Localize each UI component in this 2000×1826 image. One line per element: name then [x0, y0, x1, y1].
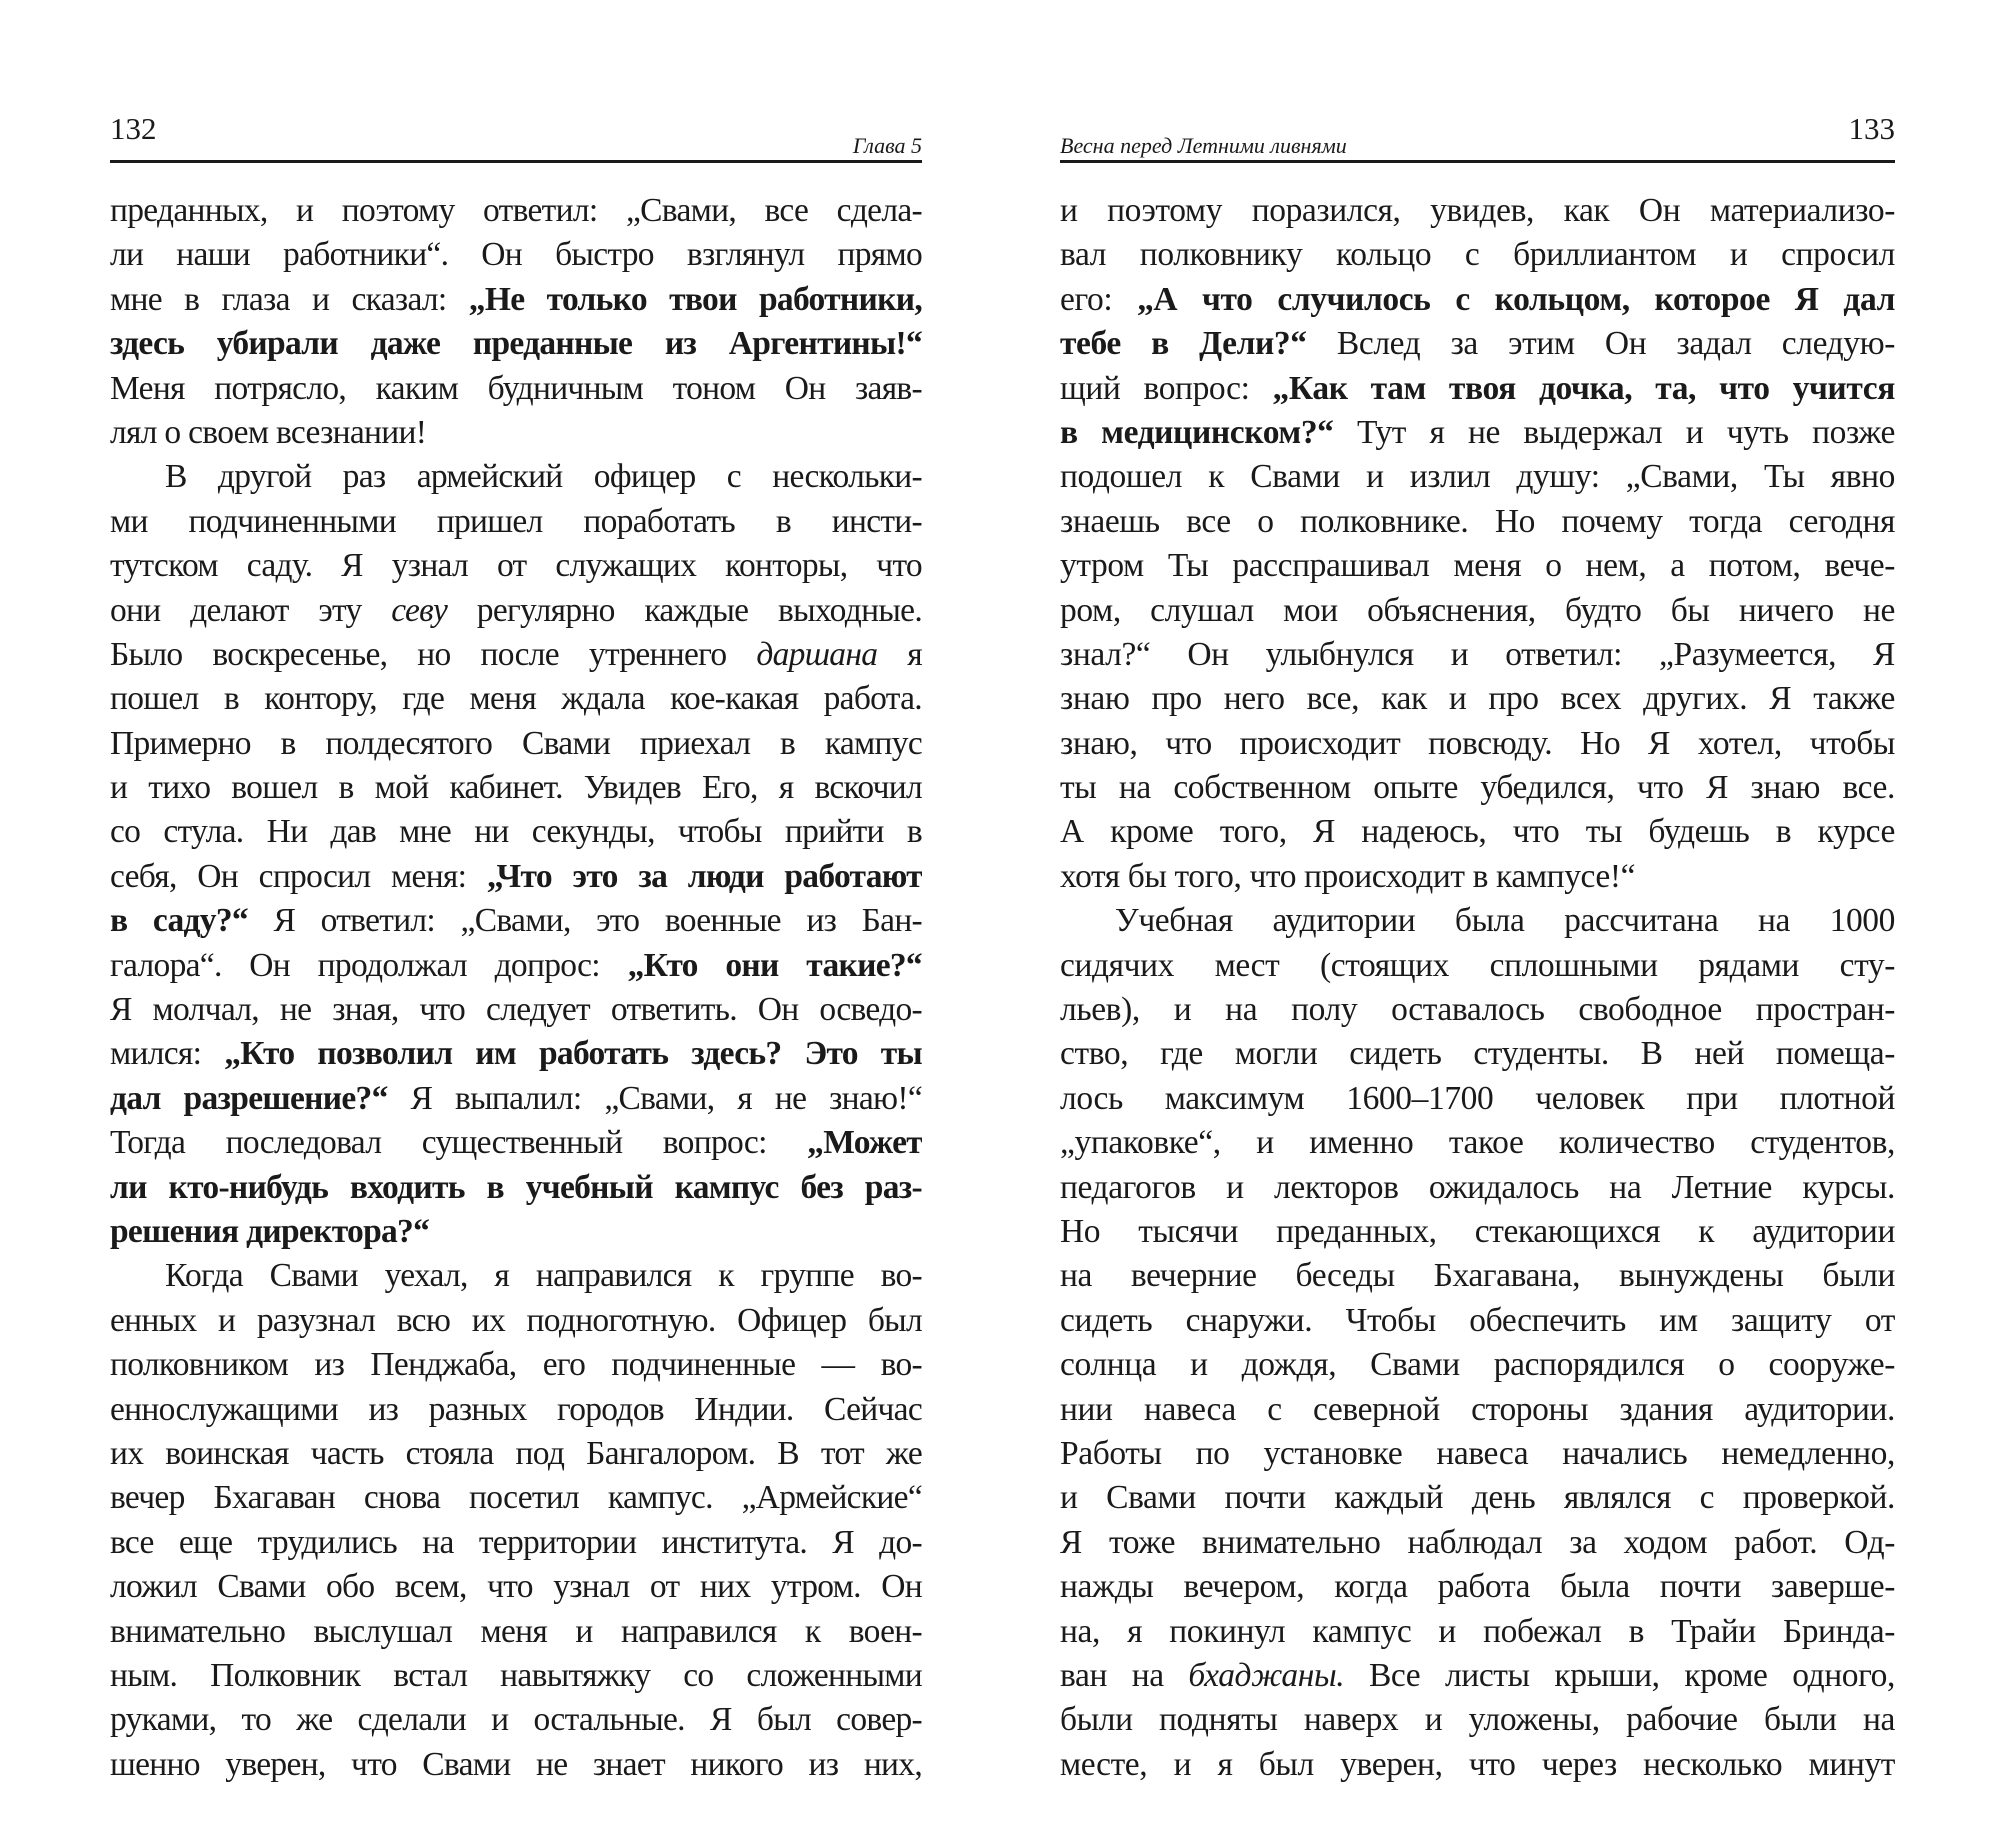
text-line — [110, 944, 922, 988]
plain-text: Меня потрясло, каким будничным тоном Он заяв- — [110, 369, 922, 407]
text-line — [110, 233, 922, 277]
plain-text: знаю про него все, как и про всех других. Я также — [1060, 680, 1895, 718]
plain-text: внимательно выслушал меня и направился к воен- — [110, 1612, 922, 1650]
plain-text: „упаковке“, и именно такое количество студентов, — [1060, 1124, 1895, 1162]
plain-text: пошел в контору, где меня ждала кое-какая работа. — [110, 680, 922, 718]
plain-text: и тихо вошел в мой кабинет. Увидев Его, я вскочил — [110, 769, 922, 807]
plain-text: Я ответил: „Свами, это военные из Бан- — [247, 902, 922, 940]
plain-text: Примерно в полдесятого Свами приехал в кампус — [110, 724, 922, 762]
text-line — [1060, 1210, 1895, 1254]
plain-text: тутском саду. Я узнал от служащих конторы, что — [110, 547, 922, 585]
italic-text: даршана — [756, 635, 878, 673]
plain-text: ван на — [1060, 1656, 1189, 1694]
bold-text: ли кто-нибудь входить в учебный кампус без раз- — [110, 1168, 922, 1206]
text-line — [110, 411, 922, 455]
text-line — [110, 677, 922, 721]
text-line — [1060, 500, 1895, 544]
text-line — [1060, 233, 1895, 277]
text-line — [110, 899, 922, 943]
bold-text: „Кто позволил им работать здесь? Это ты — [224, 1035, 922, 1073]
plain-text: знаю, что происходит повсюду. Но Я хотел, чтобы — [1060, 724, 1895, 762]
bold-text: „А что случилось с кольцом, которое Я дал — [1137, 280, 1895, 318]
plain-text: преданных, и поэтому ответил: „Свами, все сдела- — [110, 192, 922, 229]
plain-text: мне в глаза и сказал: — [110, 280, 469, 318]
text-line — [1060, 1299, 1895, 1343]
plain-text: себя, Он спросил меня: — [110, 857, 487, 895]
text-line — [1060, 1476, 1895, 1520]
text-line — [110, 766, 922, 810]
text-line — [110, 1654, 922, 1698]
page-number: 132 — [110, 111, 157, 146]
text-line — [1060, 322, 1895, 366]
plain-text: Учебная аудитории была рассчитана на 1000 — [1115, 902, 1895, 940]
left-page — [110, 0, 922, 1826]
plain-text: и Свами почти каждый день являлся с проверкой. — [1060, 1479, 1895, 1517]
plain-text: я — [877, 635, 922, 673]
plain-text: Было воскресенье, но после утреннего — [110, 635, 757, 673]
text-line — [110, 1388, 922, 1432]
text-line — [1060, 722, 1895, 766]
plain-text: месте, и я был уверен, что через несколько минут — [1060, 1745, 1895, 1783]
italic-text: бхаджаны. — [1188, 1656, 1345, 1694]
bold-text: „Не только твои работники, — [468, 280, 922, 318]
text-line — [110, 1121, 922, 1165]
plain-text: ным. Полковник встал навытяжку со сложенными — [110, 1656, 922, 1694]
plain-text: В другой раз армейский офицер с нескольки- — [165, 458, 922, 496]
text-line — [1060, 278, 1895, 322]
plain-text: Вслед за этим Он задал следую- — [1306, 325, 1895, 363]
text-line — [110, 367, 922, 411]
bold-text: „Может — [807, 1124, 922, 1162]
plain-text: льев), и на полу оставалось свободное простран- — [1060, 991, 1895, 1029]
plain-text: и поэтому поразился, увидев, как Он материализо- — [1060, 192, 1895, 229]
plain-text: полковником из Пенджаба, его подчиненные — во- — [110, 1346, 922, 1384]
text-line — [1060, 411, 1895, 455]
text-line — [1060, 899, 1895, 943]
text-line — [110, 1299, 922, 1343]
plain-text: Когда Свами уехал, я направился к группе во- — [165, 1257, 922, 1295]
plain-text: Все листы крыши, кроме одного, — [1344, 1656, 1895, 1694]
plain-text: со стула. Ни дав мне ни секунды, чтобы прийти в — [110, 813, 922, 851]
plain-text: утром Ты расспрашивал меня о нем, а потом, вече- — [1060, 547, 1895, 585]
text-line — [110, 455, 922, 499]
plain-text: ми подчиненными пришел поработать в инсти- — [110, 502, 922, 540]
running-header — [110, 112, 922, 163]
plain-text: щий вопрос: — [1060, 369, 1273, 407]
plain-text: знал?“ Он улыбнулся и ответил: „Разумеется, Я — [1060, 635, 1895, 673]
plain-text: ли наши работники“. Он быстро взглянул прямо — [110, 236, 922, 274]
text-line — [1060, 1343, 1895, 1387]
text-line — [110, 1343, 922, 1387]
plain-text: сидячих мест (стоящих сплошными рядами сту- — [1060, 946, 1895, 984]
bold-text: „Что это за люди работают — [486, 857, 922, 895]
plain-text: солнца и дождя, Свами распорядился о сооруже- — [1060, 1346, 1895, 1384]
page-number: 133 — [1848, 111, 1895, 146]
text-line — [110, 1698, 922, 1742]
bold-text: „Кто они такие?“ — [627, 946, 922, 984]
text-line — [1060, 766, 1895, 810]
right-page — [1060, 0, 1895, 1826]
text-line — [1060, 677, 1895, 721]
text-line — [110, 589, 922, 633]
text-line — [1060, 1121, 1895, 1165]
bold-text: решения директора?“ — [110, 1212, 430, 1250]
plain-text: Я выпалил: „Свами, я не знаю!“ — [387, 1079, 922, 1117]
plain-text: ром, слушал мои объяснения, будто бы ничего не — [1060, 591, 1895, 629]
plain-text: на вечерние беседы Бхагавана, вынуждены были — [1060, 1257, 1895, 1295]
bold-text: в саду?“ — [110, 902, 248, 940]
plain-text: Работы по установке навеса начались немедленно, — [1060, 1434, 1895, 1472]
text-line — [1060, 455, 1895, 499]
text-line — [1060, 1610, 1895, 1654]
plain-text: Я тоже внимательно наблюдал за ходом работ. Од- — [1060, 1523, 1895, 1561]
text-line — [1060, 1565, 1895, 1609]
text-line — [110, 855, 922, 899]
plain-text: были подняты наверх и уложены, рабочие были на — [1060, 1701, 1895, 1739]
running-title: Глава 5 — [852, 133, 922, 158]
text-line — [1060, 855, 1895, 899]
text-line — [110, 1521, 922, 1565]
plain-text: его: — [1060, 280, 1138, 318]
plain-text: регулярно каждые выходные. — [447, 591, 922, 629]
text-line — [1060, 1743, 1895, 1787]
text-line — [110, 1254, 922, 1298]
text-line — [1060, 810, 1895, 854]
plain-text: Тут я не выдержал и чуть позже — [1333, 413, 1895, 451]
italic-text: севу — [391, 591, 448, 629]
text-line — [110, 1432, 922, 1476]
plain-text: енных и разузнал всю их подноготную. Офицер был — [110, 1301, 922, 1339]
plain-text: подошел к Свами и излил душу: „Свами, Ты явно — [1060, 458, 1895, 496]
text-line — [110, 988, 922, 1032]
plain-text: Я молчал, не зная, что следует ответить. Он осведо- — [110, 991, 922, 1029]
text-line — [110, 322, 922, 366]
bold-text: дал разрешение?“ — [110, 1079, 388, 1117]
plain-text: А кроме того, Я надеюсь, что ты будешь в курсе — [1060, 813, 1895, 851]
plain-text: педагогов и лекторов ожидалось на Летние курсы. — [1060, 1168, 1895, 1206]
text-line — [110, 1077, 922, 1121]
running-header — [1060, 112, 1895, 163]
text-line — [110, 1032, 922, 1076]
plain-text: руками, то же сделали и остальные. Я был совер- — [110, 1701, 922, 1739]
plain-text: они делают эту — [110, 591, 392, 629]
text-line — [110, 189, 922, 233]
text-line — [110, 1565, 922, 1609]
text-line — [1060, 1388, 1895, 1432]
bold-text: „Как там твоя дочка, та, что учится — [1272, 369, 1895, 407]
text-line — [110, 1166, 922, 1210]
plain-text: хотя бы того, что происходит в кампусе!“ — [1060, 857, 1636, 895]
plain-text: ложил Свами обо всем, что узнал от них утром. Он — [110, 1568, 922, 1606]
plain-text: галора“. Он продолжал допрос: — [110, 946, 628, 984]
text-line — [110, 1610, 922, 1654]
plain-text: нажды вечером, когда работа была почти заверше- — [1060, 1568, 1895, 1606]
text-line — [1060, 544, 1895, 588]
text-line — [110, 278, 922, 322]
plain-text: вечер Бхагаван снова посетил кампус. „Армейские“ — [110, 1479, 922, 1517]
plain-text: мился: — [110, 1035, 225, 1073]
bold-text: тебе в Дели?“ — [1060, 325, 1307, 363]
plain-text: знаешь все о полковнике. Но почему тогда сегодня — [1060, 502, 1895, 540]
plain-text: их воинская часть стояла под Бангалором. В тот же — [110, 1434, 922, 1472]
text-line — [110, 544, 922, 588]
text-line — [1060, 988, 1895, 1032]
plain-text: лось максимум 1600–1700 человек при плотной — [1060, 1079, 1895, 1117]
plain-text: лял о своем всезнании! — [110, 413, 427, 451]
text-line — [110, 1743, 922, 1787]
text-line — [110, 500, 922, 544]
plain-text: Тогда последовал существенный вопрос: — [110, 1124, 808, 1162]
bold-text: в медицинском?“ — [1060, 413, 1334, 451]
text-line — [1060, 944, 1895, 988]
page-body — [110, 189, 922, 1787]
bold-text: здесь убирали даже преданные из Аргентины!“ — [110, 325, 922, 363]
text-line — [1060, 633, 1895, 677]
text-line — [110, 1210, 922, 1254]
text-line — [1060, 1254, 1895, 1298]
plain-text: Но тысячи преданных, стекающихся к аудитории — [1060, 1212, 1895, 1250]
page-body — [1060, 189, 1895, 1787]
text-line — [1060, 1698, 1895, 1742]
text-line — [1060, 189, 1895, 233]
plain-text: все еще трудились на территории института. Я до- — [110, 1523, 922, 1561]
plain-text: вал полковнику кольцо с бриллиантом и спросил — [1060, 236, 1895, 274]
plain-text: ты на собственном опыте убедился, что Я знаю все. — [1060, 769, 1895, 807]
text-line — [110, 722, 922, 766]
plain-text: еннослужащими из разных городов Индии. Сейчас — [110, 1390, 922, 1428]
plain-text: на, я покинул кампус и побежал в Трайи Бринда- — [1060, 1612, 1895, 1650]
text-line — [1060, 1166, 1895, 1210]
running-title: Весна перед Летними ливнями — [1060, 133, 1347, 158]
text-line — [1060, 1077, 1895, 1121]
plain-text: нии навеса с северной стороны здания аудитории. — [1060, 1390, 1895, 1428]
text-line — [1060, 1654, 1895, 1698]
plain-text: сидеть снаружи. Чтобы обеспечить им защиту от — [1060, 1301, 1895, 1339]
text-line — [110, 810, 922, 854]
text-line — [110, 633, 922, 677]
text-line — [1060, 1521, 1895, 1565]
plain-text: шенно уверен, что Свами не знает никого из них, — [110, 1745, 922, 1783]
text-line — [1060, 1432, 1895, 1476]
text-line — [110, 1476, 922, 1520]
text-line — [1060, 589, 1895, 633]
text-line — [1060, 367, 1895, 411]
text-line — [1060, 1032, 1895, 1076]
plain-text: ство, где могли сидеть студенты. В ней помеща- — [1060, 1035, 1895, 1073]
